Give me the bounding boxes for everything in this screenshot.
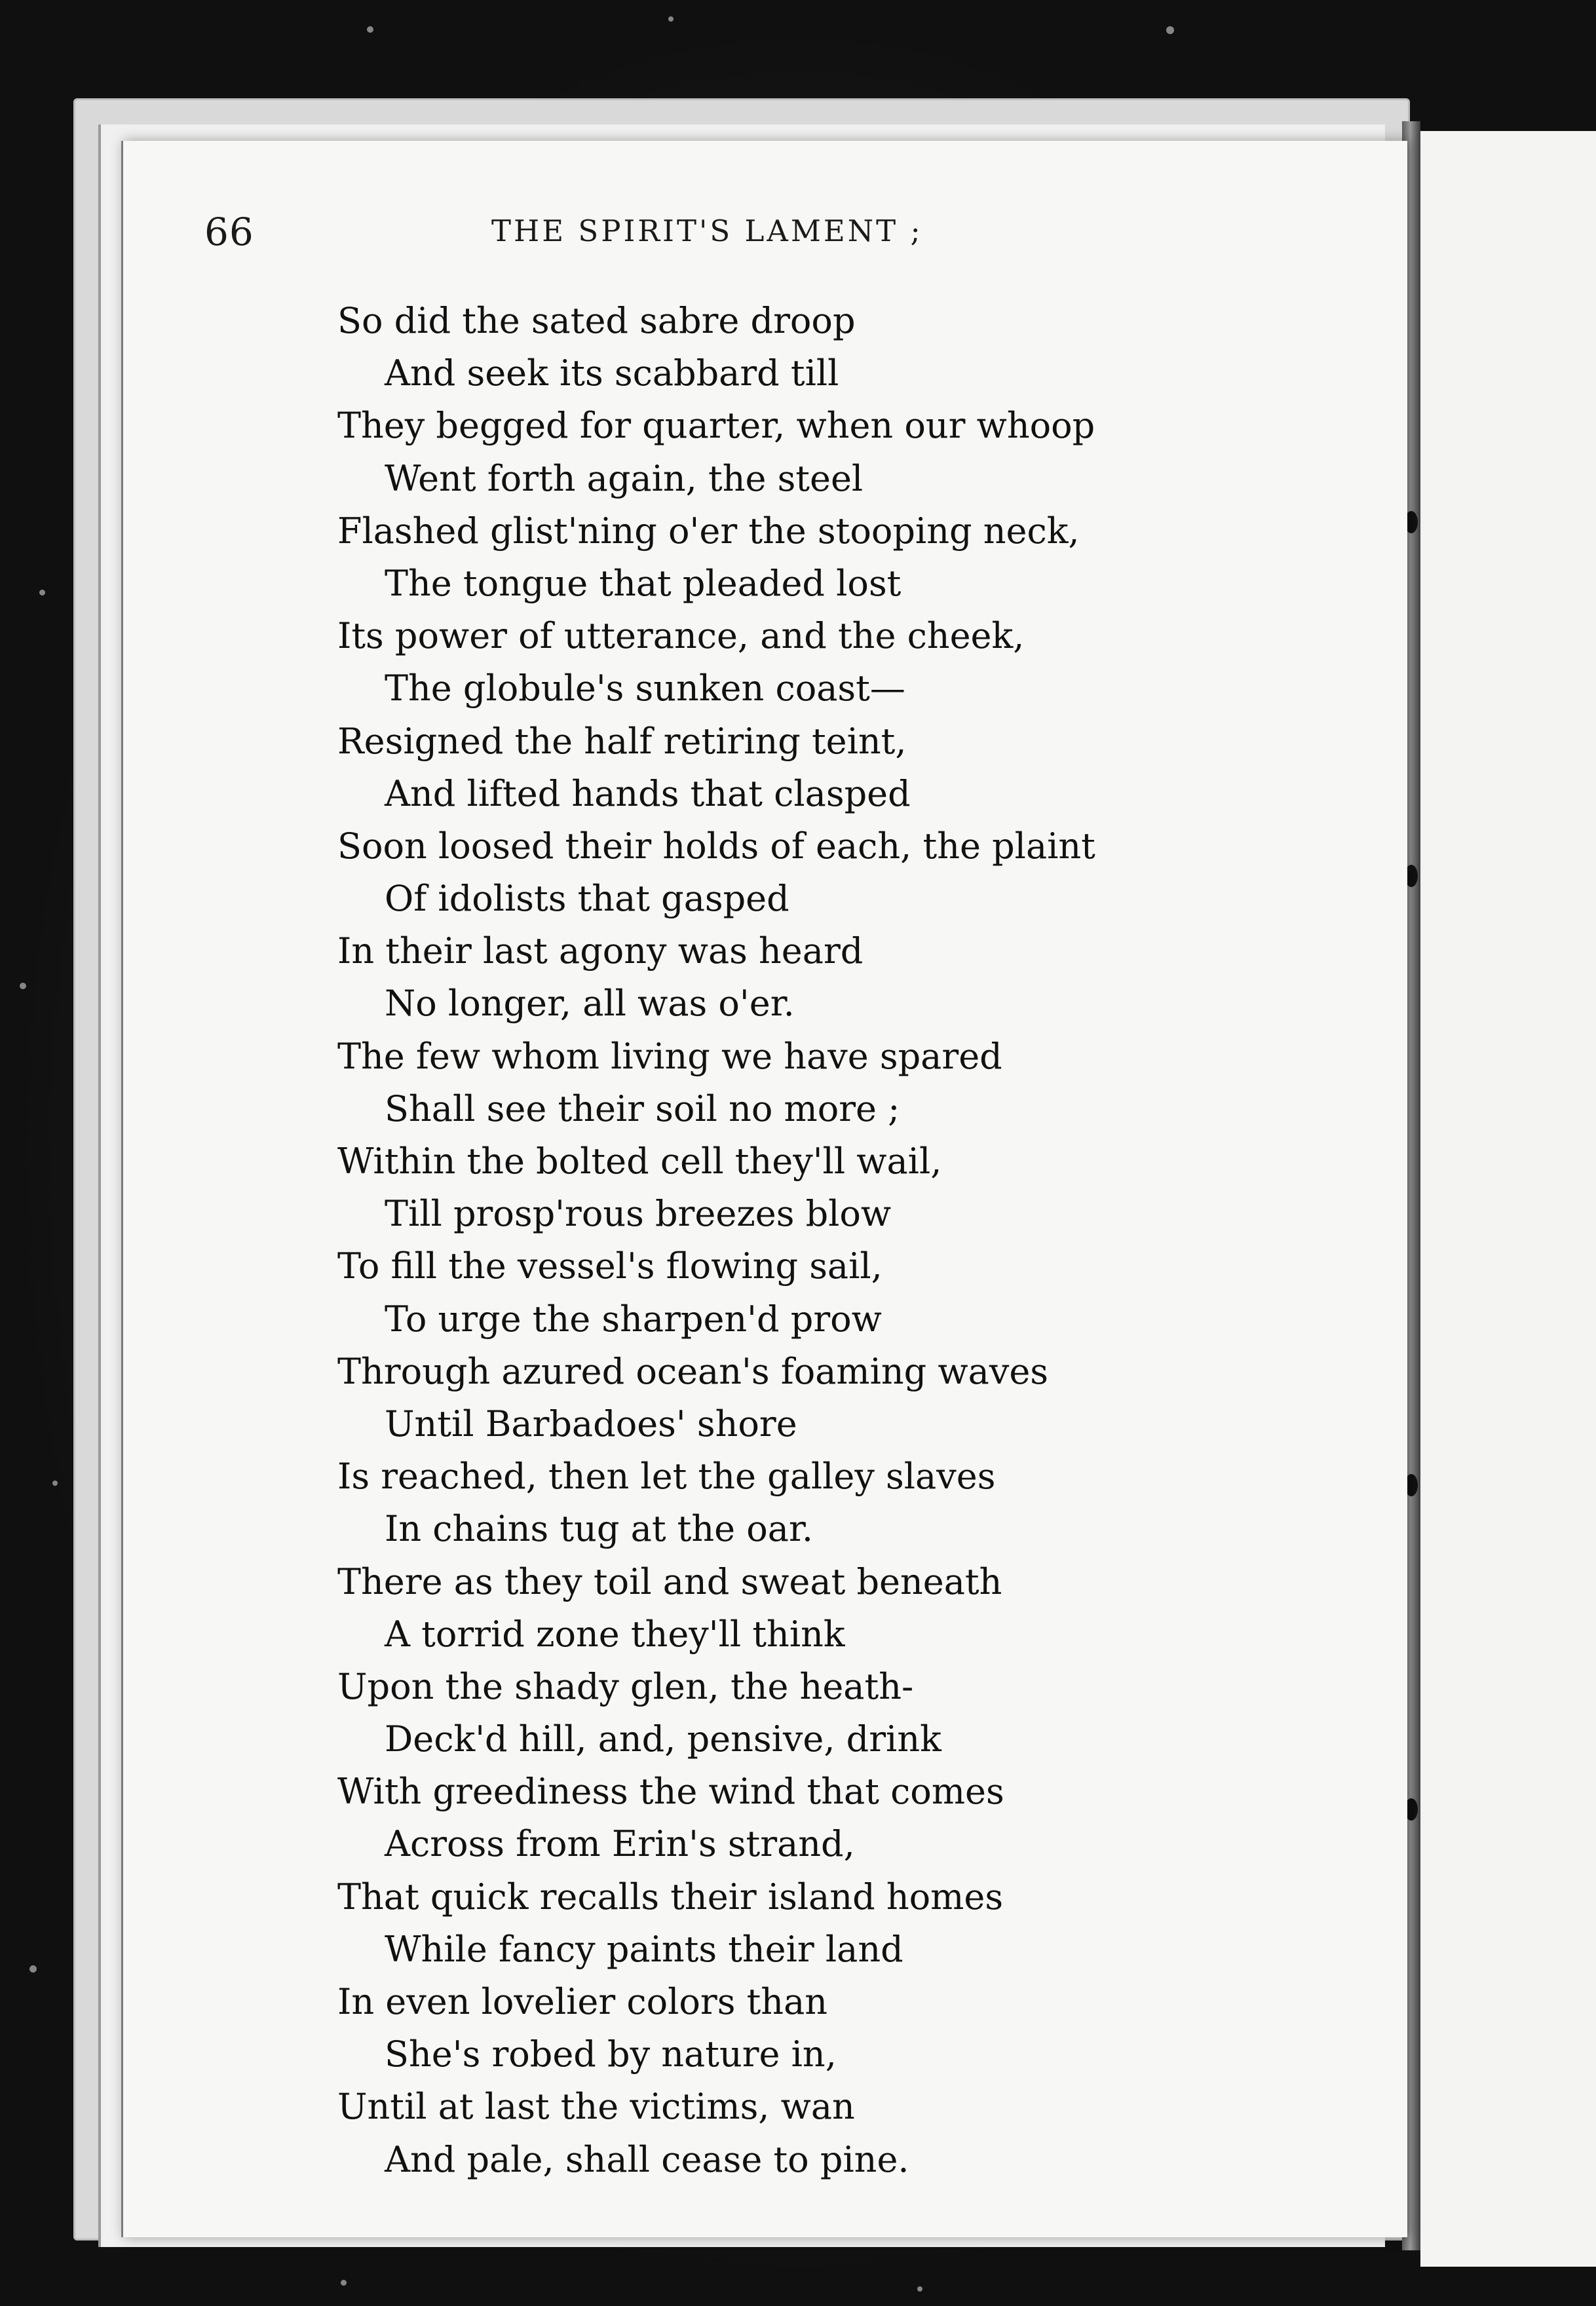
poem-line: Resigned the half retiring teint, bbox=[337, 720, 907, 762]
poem-line: In chains tug at the oar. bbox=[385, 1508, 814, 1550]
poem-line: Soon loosed their holds of each, the plaint bbox=[337, 825, 1095, 867]
poem-line: Its power of utterance, and the cheek, bbox=[337, 615, 1025, 657]
page-number: 66 bbox=[204, 210, 254, 254]
poem-line: To urge the sharpen'd prow bbox=[385, 1298, 882, 1340]
dust-speck bbox=[52, 1481, 58, 1486]
poem-line: Till prosp'rous breezes blow bbox=[385, 1193, 892, 1235]
poem-line: The tongue that pleaded lost bbox=[385, 562, 902, 604]
poem-line: To fill the vessel's flowing sail, bbox=[337, 1245, 883, 1287]
poem-line: Until at last the victims, wan bbox=[337, 2086, 855, 2128]
poem-line: And seek its scabbard till bbox=[385, 352, 839, 394]
poem-line: Upon the shady glen, the heath- bbox=[337, 1665, 914, 1707]
poem-line: Flashed glist'ning o'er the stooping neck, bbox=[337, 510, 1080, 552]
poem-line: There as they toil and sweat beneath bbox=[337, 1560, 1002, 1602]
poem-line: That quick recalls their island homes bbox=[337, 1876, 1004, 1918]
poem-text bbox=[337, 295, 1176, 2186]
poem-line: The globule's sunken coast— bbox=[385, 668, 905, 709]
dust-speck bbox=[39, 590, 45, 595]
dust-speck bbox=[668, 16, 674, 22]
poem-line: While fancy paints their land bbox=[385, 1928, 903, 1970]
poem-line: They begged for quarter, when our whoop bbox=[337, 405, 1095, 447]
poem-line: She's robed by nature in, bbox=[385, 2033, 837, 2075]
dust-speck bbox=[341, 2280, 347, 2286]
poem-line: And lifted hands that clasped bbox=[385, 772, 911, 814]
poem-line: Through azured ocean's foaming waves bbox=[337, 1350, 1049, 1392]
poem-line: With greediness the wind that comes bbox=[337, 1771, 1004, 1813]
poem-line: And pale, shall cease to pine. bbox=[385, 2138, 909, 2180]
poem-line: In their last agony was heard bbox=[337, 930, 864, 972]
poem-line: No longer, all was o'er. bbox=[385, 983, 795, 1025]
poem-line: In even lovelier colors than bbox=[337, 1981, 828, 2022]
poem-line: Within the bolted cell they'll wail, bbox=[337, 1141, 942, 1182]
poem-line: A torrid zone they'll think bbox=[385, 1613, 845, 1655]
poem-line: Went forth again, the steel bbox=[385, 457, 864, 499]
poem-line: Is reached, then let the galley slaves bbox=[337, 1456, 996, 1498]
dust-speck bbox=[1166, 26, 1174, 34]
facing-page bbox=[1420, 131, 1596, 2267]
dust-speck bbox=[367, 26, 373, 33]
dust-speck bbox=[29, 1965, 37, 1973]
poem-line: Shall see their soil no more ; bbox=[385, 1087, 900, 1129]
dust-speck bbox=[20, 983, 26, 989]
poem-line: Across from Erin's strand, bbox=[385, 1823, 855, 1865]
poem-line: So did the sated sabre droop bbox=[337, 300, 856, 341]
poem-line: Deck'd hill, and, pensive, drink bbox=[385, 1718, 941, 1760]
dust-speck bbox=[917, 2286, 922, 2292]
poem-line: Until Barbadoes' shore bbox=[385, 1403, 797, 1445]
poem-line: Of idolists that gasped bbox=[385, 878, 789, 920]
poem-line: The few whom living we have spared bbox=[337, 1035, 1002, 1077]
running-head: THE SPIRIT'S LAMENT ; bbox=[491, 214, 923, 248]
